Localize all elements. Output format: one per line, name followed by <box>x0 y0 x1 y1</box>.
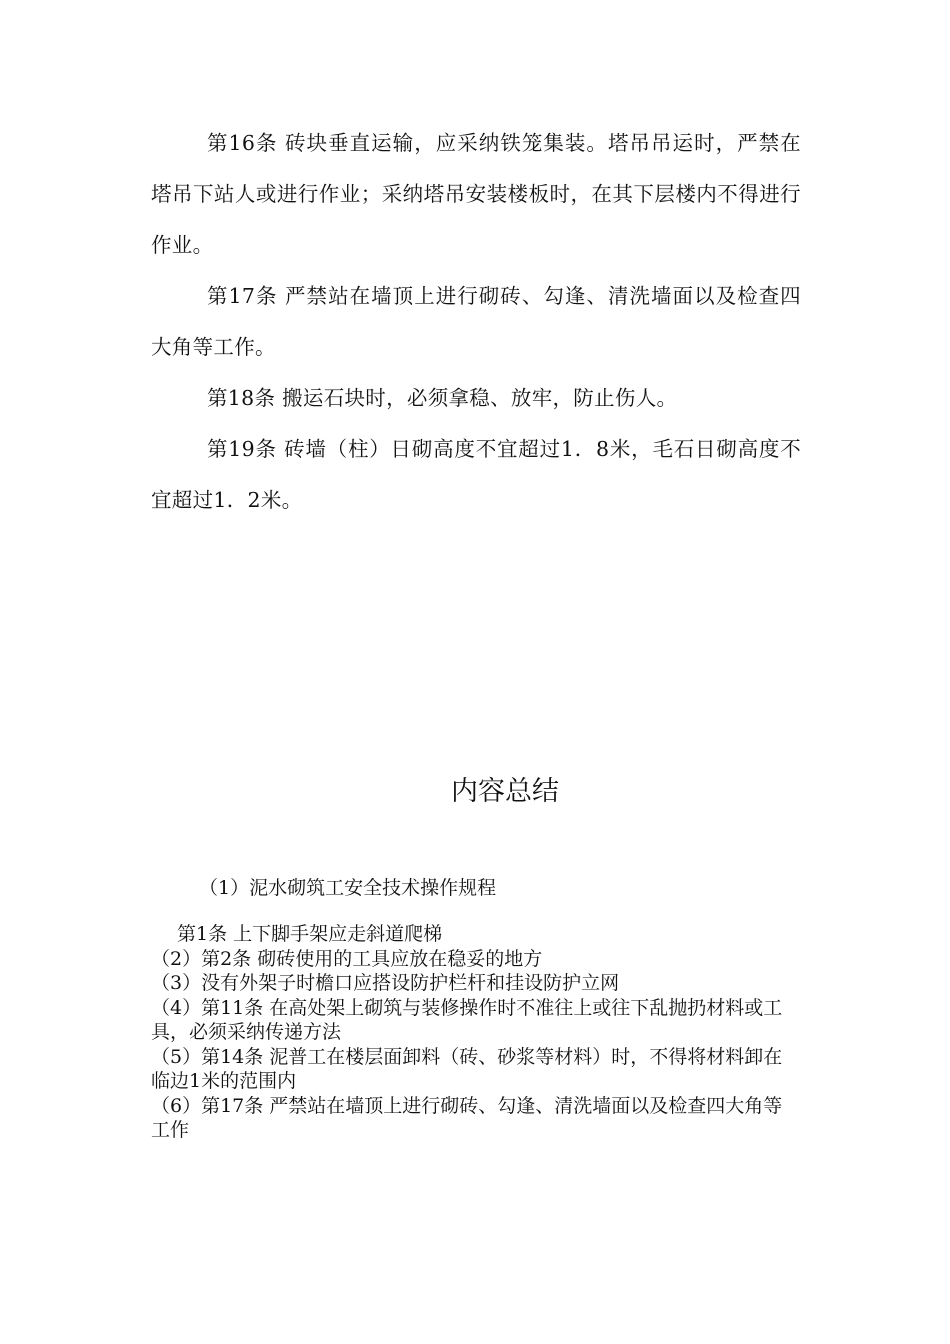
body-text <box>151 118 801 526</box>
summary-title: 内容总结 <box>451 776 559 807</box>
paragraph-article-17: 第17条 严禁站在墙顶上进行砌砖、勾逢、清洗墙面以及检查四大角等工作。 <box>151 284 801 359</box>
paragraph-article-18: 第18条 搬运石块时，必须拿稳、放牢，防止伤人。 <box>207 386 678 410</box>
paragraph-article-16: 第16条 砖块垂直运输，应采纳铁笼集装。塔吊吊运时，严禁在塔吊下站人或进行作业；采纳塔吊安装楼板时，在其下层楼内不得进行作业。 <box>151 131 801 257</box>
summary-item: （5）第14条 泥普工在楼层面卸料（砖、砂浆等材料）时，不得将材料卸在临边1米的范围内 <box>151 1045 783 1092</box>
summary-item: （6）第17条 严禁站在墙顶上进行砌砖、勾逢、清洗墙面以及检查四大角等工作 <box>151 1094 783 1141</box>
summary-heading: （1）泥水砌筑工安全技术操作规程 <box>199 877 497 899</box>
paragraph-article-19: 第19条 砖墙（柱）日砌高度不宜超过1．8米，毛石日砌高度不宜超过1．2米。 <box>151 437 801 512</box>
summary-item: 第1条 上下脚手架应走斜道爬梯 <box>177 923 443 945</box>
summary-list <box>151 922 801 1143</box>
summary-item: （2）第2条 砌砖使用的工具应放在稳妥的地方 <box>151 947 543 970</box>
summary-item: （4）第11条 在高处架上砌筑与装修操作时不准往上或往下乱抛扔材料或工具，必须采纳传递方法 <box>151 996 783 1043</box>
summary-item: （3）没有外架子时檐口应搭设防护栏杆和挂设防护立网 <box>151 972 620 994</box>
